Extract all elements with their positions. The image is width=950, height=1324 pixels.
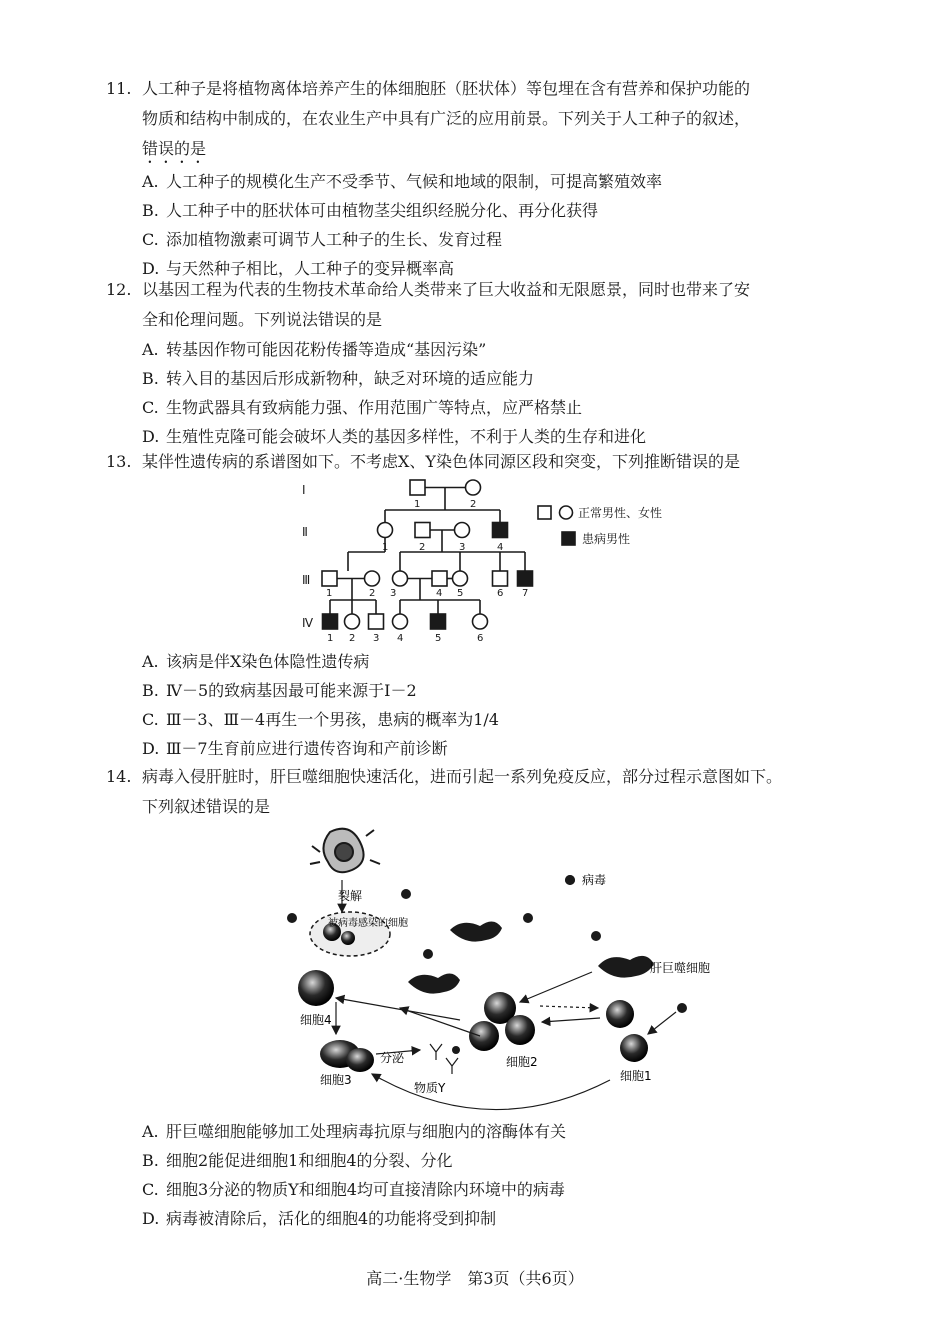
IV-5-affected-male bbox=[431, 614, 446, 629]
svg-text:4: 4 bbox=[397, 633, 404, 644]
II-1-female bbox=[378, 523, 393, 538]
III-4-male bbox=[432, 571, 447, 586]
secrete-label: 分泌 bbox=[380, 1051, 405, 1065]
legend-affected-label: 患病男性 bbox=[582, 532, 631, 546]
option-c[interactable]: C. Ⅲ－3、Ⅲ－4再生一个男孩，患病的概率为1/4 bbox=[142, 710, 499, 729]
stem-line: 人工种子是将植物离体培养产生的体细胞胚（胚状体）等包埋在含有营养和保护功能的 bbox=[142, 79, 751, 98]
option-d[interactable]: D. 病毒被清除后，活化的细胞4的功能将受到抑制 bbox=[142, 1209, 497, 1228]
svg-text:4: 4 bbox=[436, 588, 443, 599]
legend-male-icon bbox=[538, 506, 551, 519]
option-a[interactable]: A. 人工种子的规模化生产不受季节、气候和地域的限制，可提高繁殖效率 bbox=[142, 172, 663, 191]
svg-text:7: 7 bbox=[522, 588, 529, 599]
question-12 bbox=[106, 275, 866, 451]
virus-label: 病毒 bbox=[582, 873, 607, 887]
gen-label: Ⅰ bbox=[302, 483, 306, 497]
svg-text:6: 6 bbox=[497, 588, 504, 599]
III-2-female bbox=[365, 571, 380, 586]
option-a[interactable]: A. 肝巨噬细胞能够加工处理病毒抗原与细胞内的溶酶体有关 bbox=[142, 1122, 567, 1141]
IV-2-female bbox=[345, 614, 360, 629]
cell-3-label: 细胞3 bbox=[320, 1073, 352, 1087]
option-b[interactable]: B. 细胞2能促进细胞1和细胞4的分裂、分化 bbox=[142, 1151, 453, 1170]
gen-label: Ⅲ bbox=[302, 573, 311, 587]
svg-text:1: 1 bbox=[414, 499, 421, 510]
I-2-female bbox=[466, 480, 481, 495]
cell-2 bbox=[469, 992, 535, 1051]
gen-label: Ⅱ bbox=[302, 525, 308, 539]
stem-line: 以基因工程为代表的生物技术革命给人类带来了巨大收益和无限愿景，同时也带来了安 bbox=[142, 280, 751, 299]
page-footer: 高二·生物学 第3页（共6页） bbox=[366, 1269, 584, 1288]
IV-3-male bbox=[369, 614, 384, 629]
stem-line: 物质和结构中制成的，在农业生产中具有广泛的应用前景。下列关于人工种子的叙述， bbox=[142, 109, 751, 128]
gen-label: Ⅳ bbox=[302, 616, 314, 630]
legend-normal-label: 正常男性、女性 bbox=[578, 506, 663, 520]
question-number: 14. bbox=[106, 767, 132, 786]
svg-text:2: 2 bbox=[369, 588, 376, 599]
question-number: 11. bbox=[106, 79, 132, 98]
question-stem bbox=[106, 762, 866, 822]
kupffer-cell-icon bbox=[408, 921, 654, 993]
question-14 bbox=[106, 762, 866, 822]
svg-text:1: 1 bbox=[326, 588, 333, 599]
question-14-options bbox=[106, 1117, 866, 1233]
IV-4-female bbox=[393, 614, 408, 629]
pedigree-chart bbox=[290, 476, 730, 646]
question-number: 12. bbox=[106, 280, 132, 299]
question-stem bbox=[106, 74, 866, 167]
kupffer-cell-label: 肝巨噬细胞 bbox=[650, 961, 711, 975]
IV-6-female bbox=[473, 614, 488, 629]
stem-line: 下列叙述错误的是 bbox=[142, 797, 271, 816]
virus-legend-icon bbox=[565, 875, 575, 885]
stem-line: 错误的是 bbox=[142, 139, 207, 158]
infected-cell-label: 被病毒感染的细胞 bbox=[328, 918, 408, 929]
question-13 bbox=[106, 447, 866, 477]
question-stem bbox=[106, 275, 866, 335]
option-d[interactable]: D. 与天然种子相比，人工种子的变异概率高 bbox=[142, 259, 455, 278]
question-stem bbox=[106, 447, 866, 477]
svg-text:3: 3 bbox=[373, 633, 380, 644]
question-13-options bbox=[106, 647, 866, 763]
stem-line: 全和伦理问题。下列说法错误的是 bbox=[142, 310, 383, 329]
svg-text:3: 3 bbox=[459, 542, 466, 553]
II-4-affected-male bbox=[493, 523, 508, 538]
option-c[interactable]: C. 细胞3分泌的物质Y和细胞4均可直接清除内环境中的病毒 bbox=[142, 1180, 565, 1199]
svg-text:6: 6 bbox=[477, 633, 484, 644]
stem-line: 病毒入侵肝脏时，肝巨噬细胞快速活化，进而引起一系列免疫反应，部分过程示意图如下。 bbox=[142, 767, 783, 786]
svg-text:5: 5 bbox=[457, 588, 464, 599]
svg-text:2: 2 bbox=[419, 542, 426, 553]
II-2-male bbox=[415, 523, 430, 538]
question-11 bbox=[106, 74, 866, 283]
IV-1-affected-male bbox=[323, 614, 338, 629]
option-b[interactable]: B. Ⅳ－5的致病基因最可能来源于Ⅰ－2 bbox=[142, 681, 417, 700]
svg-text:4: 4 bbox=[497, 542, 504, 553]
cell-2-label: 细胞2 bbox=[506, 1055, 538, 1069]
option-a[interactable]: A. 该病是伴X染色体隐性遗传病 bbox=[142, 652, 370, 671]
III-5-female bbox=[453, 571, 468, 586]
option-a[interactable]: A. 转基因作物可能因花粉传播等造成“基因污染” bbox=[142, 340, 487, 359]
svg-text:5: 5 bbox=[435, 633, 442, 644]
svg-text:1: 1 bbox=[327, 633, 334, 644]
cell-4-label: 细胞4 bbox=[300, 1013, 332, 1027]
svg-text:2: 2 bbox=[470, 499, 477, 510]
option-b[interactable]: B. 转入目的基因后形成新物种，缺乏对环境的适应能力 bbox=[142, 369, 535, 388]
cell-4 bbox=[298, 970, 334, 1006]
svg-text:3: 3 bbox=[390, 588, 397, 599]
option-d[interactable]: D. 生殖性克隆可能会破坏人类的基因多样性，不利于人类的生存和进化 bbox=[142, 427, 647, 446]
III-7-affected-male bbox=[518, 571, 533, 586]
legend-female-icon bbox=[560, 506, 573, 519]
cell-1-label: 细胞1 bbox=[620, 1069, 652, 1083]
III-1-male bbox=[322, 571, 337, 586]
substance-y-label: 物质Y bbox=[414, 1081, 446, 1095]
option-d[interactable]: D. Ⅲ－7生育前应进行遗传咨询和产前诊断 bbox=[142, 739, 448, 758]
III-6-male bbox=[493, 571, 508, 586]
II-3-female bbox=[455, 523, 470, 538]
question-number: 13. bbox=[106, 452, 132, 471]
svg-text:1: 1 bbox=[382, 542, 389, 553]
option-b[interactable]: B. 人工种子中的胚状体可由植物茎尖组织经脱分化、再分化获得 bbox=[142, 201, 599, 220]
lysis-label: 裂解 bbox=[338, 889, 363, 903]
option-c[interactable]: C. 生物武器具有致病能力强、作用范围广等特点，应严格禁止 bbox=[142, 398, 583, 417]
option-c[interactable]: C. 添加植物激素可调节人工种子的生长、发育过程 bbox=[142, 230, 503, 249]
stem-line: 某伴性遗传病的系谱图如下。不考虑X、Y染色体同源区段和突变，下列推断错误的是 bbox=[142, 452, 740, 471]
cell-1 bbox=[606, 1000, 648, 1062]
III-3-female bbox=[393, 571, 408, 586]
svg-text:2: 2 bbox=[349, 633, 356, 644]
cell-3 bbox=[320, 1040, 374, 1072]
immune-response-diagram bbox=[280, 822, 740, 1116]
I-1-male bbox=[410, 480, 425, 495]
lysed-cell-icon bbox=[310, 829, 380, 873]
legend-affected-icon bbox=[562, 532, 575, 545]
